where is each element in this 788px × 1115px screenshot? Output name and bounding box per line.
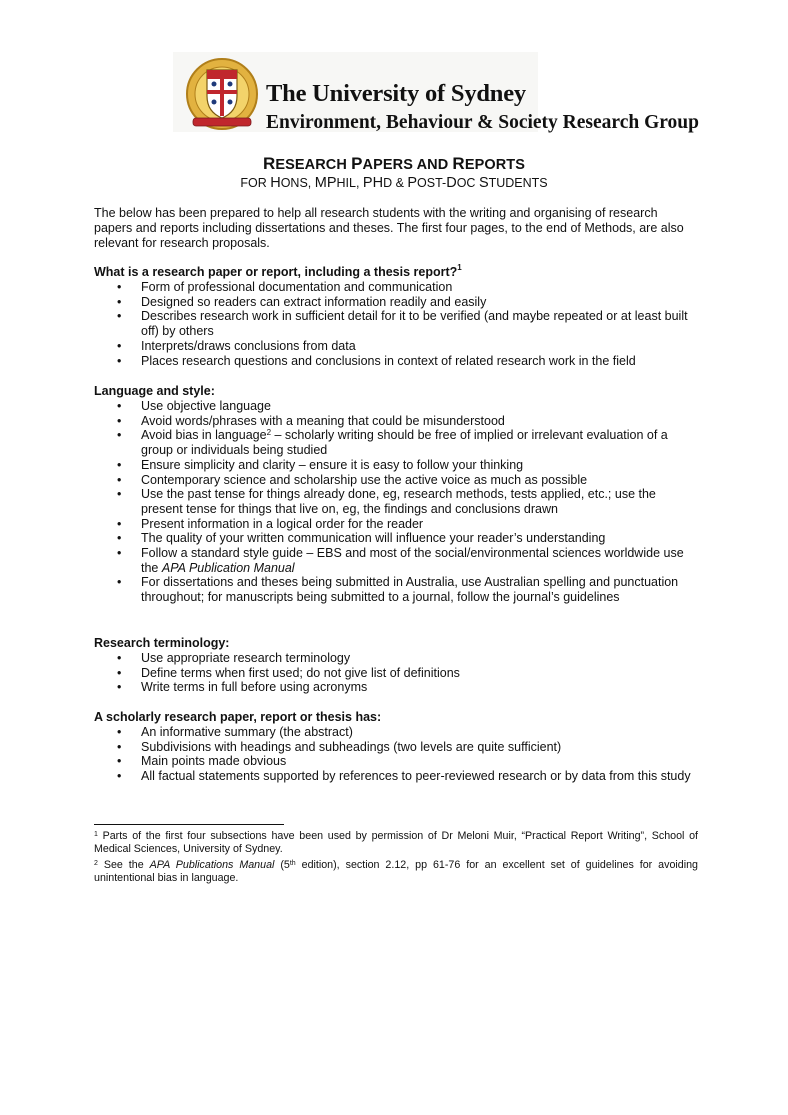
list-item: • Contemporary science and scholarship use the active voice as much as possible	[117, 472, 588, 487]
research-group-name: Environment, Behaviour & Society Research Group	[266, 112, 699, 133]
section-heading-language: Language and style:	[94, 384, 215, 398]
list-item: • Designed so readers can extract information readily and easily	[117, 294, 487, 309]
terminology-list	[0, 651, 696, 695]
list-item: • The quality of your written communication will influence your reader’s understanding	[117, 531, 606, 546]
language-list	[0, 399, 696, 605]
definition-list	[0, 280, 696, 368]
list-item: • Describes research work in sufficient detail for it to be verified (and maybe repeated or at least built off) by others	[117, 309, 688, 339]
scholarly-list	[0, 725, 696, 784]
list-item: • All factual statements supported by references to peer-reviewed research or by data from this study	[117, 769, 691, 784]
list-item: • An informative summary (the abstract)	[117, 725, 353, 739]
footnote-ref: 1	[457, 263, 462, 272]
list-item: • Use objective language	[117, 399, 271, 413]
list-item: • Avoid words/phrases with a meaning that could be misunderstood	[117, 413, 505, 428]
list-item: • Ensure simplicity and clarity – ensure it is easy to follow your thinking	[117, 457, 524, 472]
list-item: • Interprets/draws conclusions from data	[117, 338, 356, 353]
list-item: • Avoid bias in language$^2$ – scholarly writing should be free of implied or irrelevant evaluation of a group or individuals being studied	[117, 428, 668, 458]
section-heading-terminology: Research terminology:	[94, 636, 230, 650]
list-item: • Present information in a logical order for the reader	[117, 516, 424, 531]
section-heading-definition: What is a research paper or report, including a thesis report?$^1$	[94, 263, 462, 279]
section-heading-scholarly: A scholarly research paper, report or thesis has:	[94, 710, 382, 724]
intro-paragraph: The below has been prepared to help all research students with the writing and organising of research papers and reports including dissertations and theses. The first four pages, to the end of Methods, are also relevant for research proposals.	[94, 206, 684, 250]
list-item: • Main points made obvious	[117, 754, 287, 769]
list-item: • Define terms when first used; do not give list of definitions	[117, 665, 460, 680]
list-item: • Use the past tense for things already done, eg, research methods, tests applied, etc.; use the present tense for things that live on, eg, the findings and conclusions drawn	[117, 487, 656, 516]
list-item: • Use appropriate research terminology	[117, 651, 351, 665]
list-item: • Subdivisions with headings and subheadings (two levels are quite sufficient)	[117, 739, 562, 754]
list-item: • Places research questions and conclusions in context of related research work in the field	[117, 353, 636, 368]
list-item: • Write terms in full before using acronyms	[117, 680, 368, 695]
footnote-1: $^1$ Parts of the first four subsections have been used by permission of Dr Meloni Muir, “Practical Report Writing”, School of Medical Sciences, University of Sydney.	[94, 830, 698, 855]
university-name: The University of Sydney	[266, 80, 526, 107]
list-item: • For dissertations and theses being submitted in Australia, use Australian spelling and punctuation throughout; for manuscripts being submitted to a journal, follow the journal’s guidelines	[117, 575, 679, 605]
university-crest-icon	[185, 56, 259, 132]
list-item: • Form of professional documentation and communication	[117, 280, 453, 294]
document-title: RESEARCH PAPERS AND REPORTS	[262, 154, 526, 173]
list-item: • Follow a standard style guide – EBS and most of the social/environmental sciences worldwide use the APA Publication Manual	[117, 546, 684, 575]
footnote-divider	[94, 824, 284, 825]
footnote-2: $^2$ See the APA Publications Manual (5th edition), section 2.12, pp 61-76 for an excellent set of guidelines for avoiding unintentional bias in language.	[94, 859, 698, 884]
document-subtitle: FOR HONS, MPHIL, PHD & POST-DOC STUDENTS	[240, 175, 548, 191]
